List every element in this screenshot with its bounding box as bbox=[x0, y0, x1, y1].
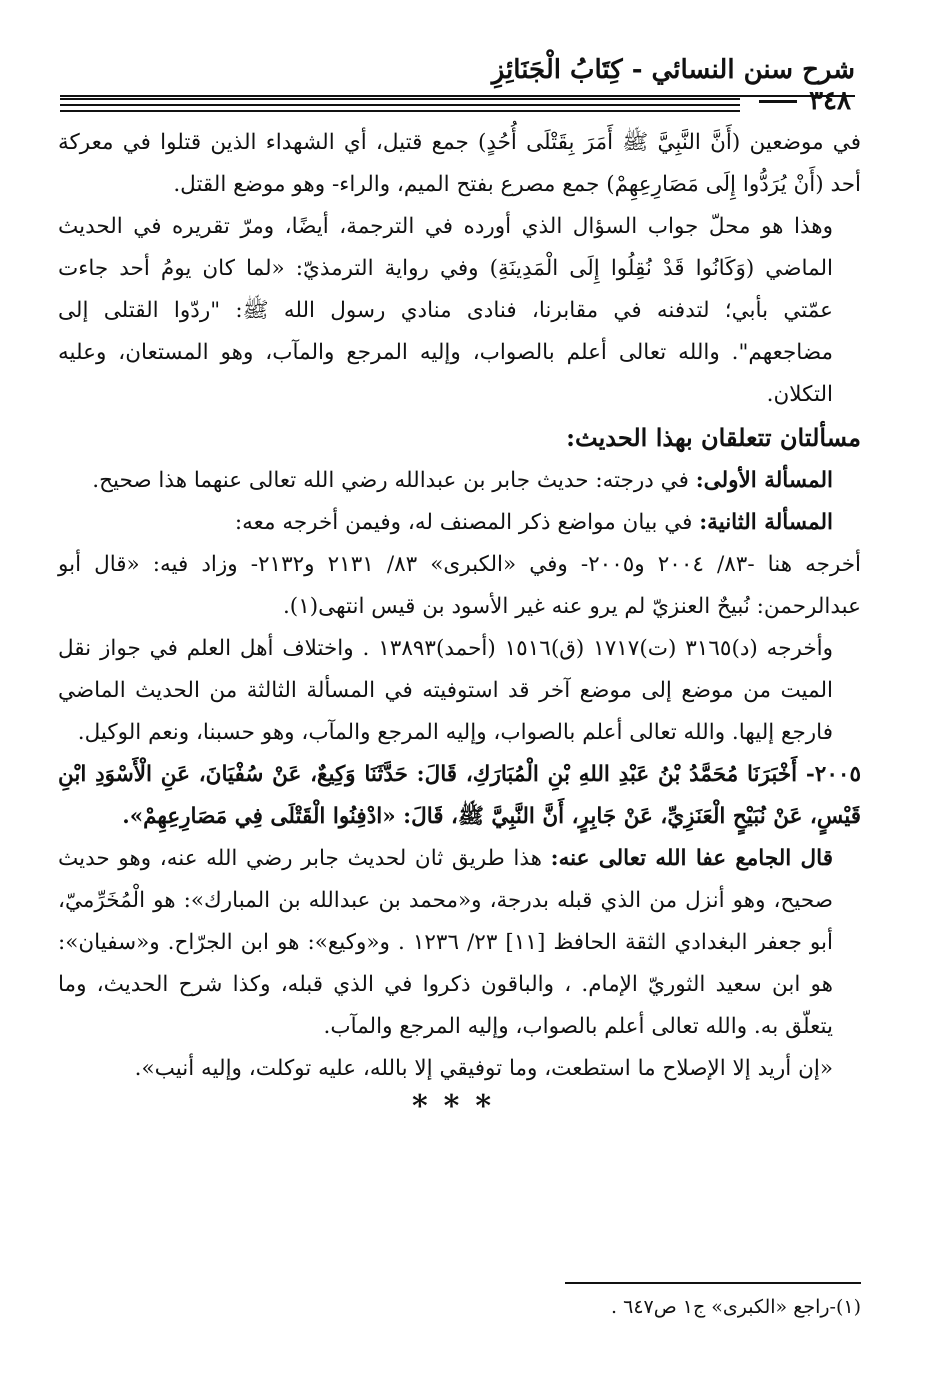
issue-two-label: المسألة الثانية: bbox=[699, 510, 833, 535]
page-rule bbox=[60, 110, 740, 112]
hadith-text: ٢٠٠٥- أَخْبَرَنَا مُحَمَّدُ بْنُ عَبْدِ اللهِ بْنِ الْمُبَارَكِ، قَالَ: حَدَّثَنَا وَكِيعٌ، عَنْ سُفْيَانَ، عَنِ الْأَسْوَدِ ابْنِ قَيْسٍ، عَنْ نُبَيْحٍ الْعَنَزِيِّ، عَنْ جَابِرٍ، أَنَّ النَّبِيَّ ﷺ، قَالَ: «ادْفِنُوا الْقَتْلَى فِي مَصَارِعِهِمْ». bbox=[58, 762, 861, 829]
section-heading: مسألتان تتعلقان بهذا الحديث: bbox=[566, 423, 861, 452]
issue-two-text: في بيان مواضع ذكر المصنف له، وفيمن أخرجه معه: bbox=[234, 510, 693, 535]
paragraph: أخرجه هنا -٨٣/ ٢٠٠٤ و٢٠٠٥- وفي «الكبرى» ٨٣/ ٢١٣١ و٢١٣٢- وزاد فيه: «قال أبو عبدالرحمن: نُبيحٌ العنزيّ لم يرو عنه غير الأسود بن قيس انتهى(١). bbox=[58, 552, 862, 619]
issue-one-label: المسألة الأولى: bbox=[695, 468, 833, 493]
issue-two bbox=[58, 502, 861, 544]
issue-one bbox=[58, 460, 861, 502]
paragraph: وهذا هو محلّ جواب السؤال الذي أورده في الترجمة، أيضًا، ومرّ تقريره في الحديث الماضي (وَكَانُوا قَدْ نُقِلُوا إِلَى الْمَدِينَةِ) وفي رواية الترمذيّ: «لما كان يومُ أحد جاءت عمّتي بأبي؛ لتدفنه في مقابرنا، فنادى منادي رسول الله ﷺ: "ردّوا القتلى إلى مضاجعهم". والله تعالى أعلم بالصواب، وإليه المرجع والمآب، وهو المستعان، وعليه التكلان. bbox=[58, 214, 833, 407]
page-number: ٣٤٨ bbox=[809, 86, 851, 116]
commentary bbox=[58, 838, 861, 1048]
main-text bbox=[58, 122, 861, 1124]
section-divider-stars: *** bbox=[411, 1089, 508, 1124]
commentary-label: قال الجامع عفا الله تعالى عنه: bbox=[550, 846, 833, 871]
header-title: شرح سنن النسائي - كِتَابُ الْجَنَائِزِ bbox=[491, 55, 855, 85]
page-number-mark bbox=[759, 100, 797, 103]
closing-dua: «إن أريد إلا الإصلاح ما استطعت، وما توفيقي إلا بالله، عليه توكلت، وإليه أنيب». bbox=[134, 1056, 833, 1081]
paragraph: في موضعين (أَنَّ النَّبِيَّ ﷺ أَمَرَ بِقَتْلَى أُحُدٍ) جمع قتيل، أي الشهداء الذين قتلوا في معركة أحد (أَنْ يُرَدُّوا إِلَى مَصَارِعِهِمْ) جمع مصرع بفتح الميم، والراء- وهو موضع القتل. bbox=[58, 130, 861, 197]
commentary-text: هذا طريق ثان لحديث جابر رضي الله عنه، وهو حديث صحيح، وهو أنزل من الذي قبله بدرجة، و«محمد بن عبدالله بن المبارك»: هو الْمُخَرِّميّ، أبو جعفر البغدادي الثقة الحافظ [١١] ٢٣/ ١٢٣٦ . و«وكيع»: هو ابن الجرّاح. و«سفيان»: هو ابن سعيد الثوريّ الإمام. ، والباقون ذكروا في الذي قبله، وكذا شرح الحديث، وما يتعلّق به. والله تعالى أعلم بالصواب، وإليه المرجع والمآب. bbox=[58, 846, 833, 1039]
issue-one-text: في درجته: حديث جابر بن عبدالله رضي الله تعالى عنهما هذا صحيح. bbox=[92, 468, 689, 493]
footnote: (١)-راجع «الكبرى» ج١ ص٦٤٧ . bbox=[611, 1296, 861, 1318]
footnote-rule bbox=[565, 1282, 861, 1284]
paragraph: وأخرجه (د)٣١٦٥ (ت)١٧١٧ (ق)١٥١٦ (أحمد)١٣٨٩٣ . واختلاف أهل العلم في جواز نقل الميت من موضع إلى موضع آخر قد استوفيته في المسألة الثالثة من الحديث الماضي فارجع إليها. والله تعالى أعلم بالصواب، وإليه المرجع والمآب، وهو حسبنا، ونعم الوكيل. bbox=[58, 636, 834, 745]
page-number-row bbox=[60, 88, 855, 118]
page-rule bbox=[60, 98, 740, 100]
page-rule bbox=[60, 104, 740, 106]
